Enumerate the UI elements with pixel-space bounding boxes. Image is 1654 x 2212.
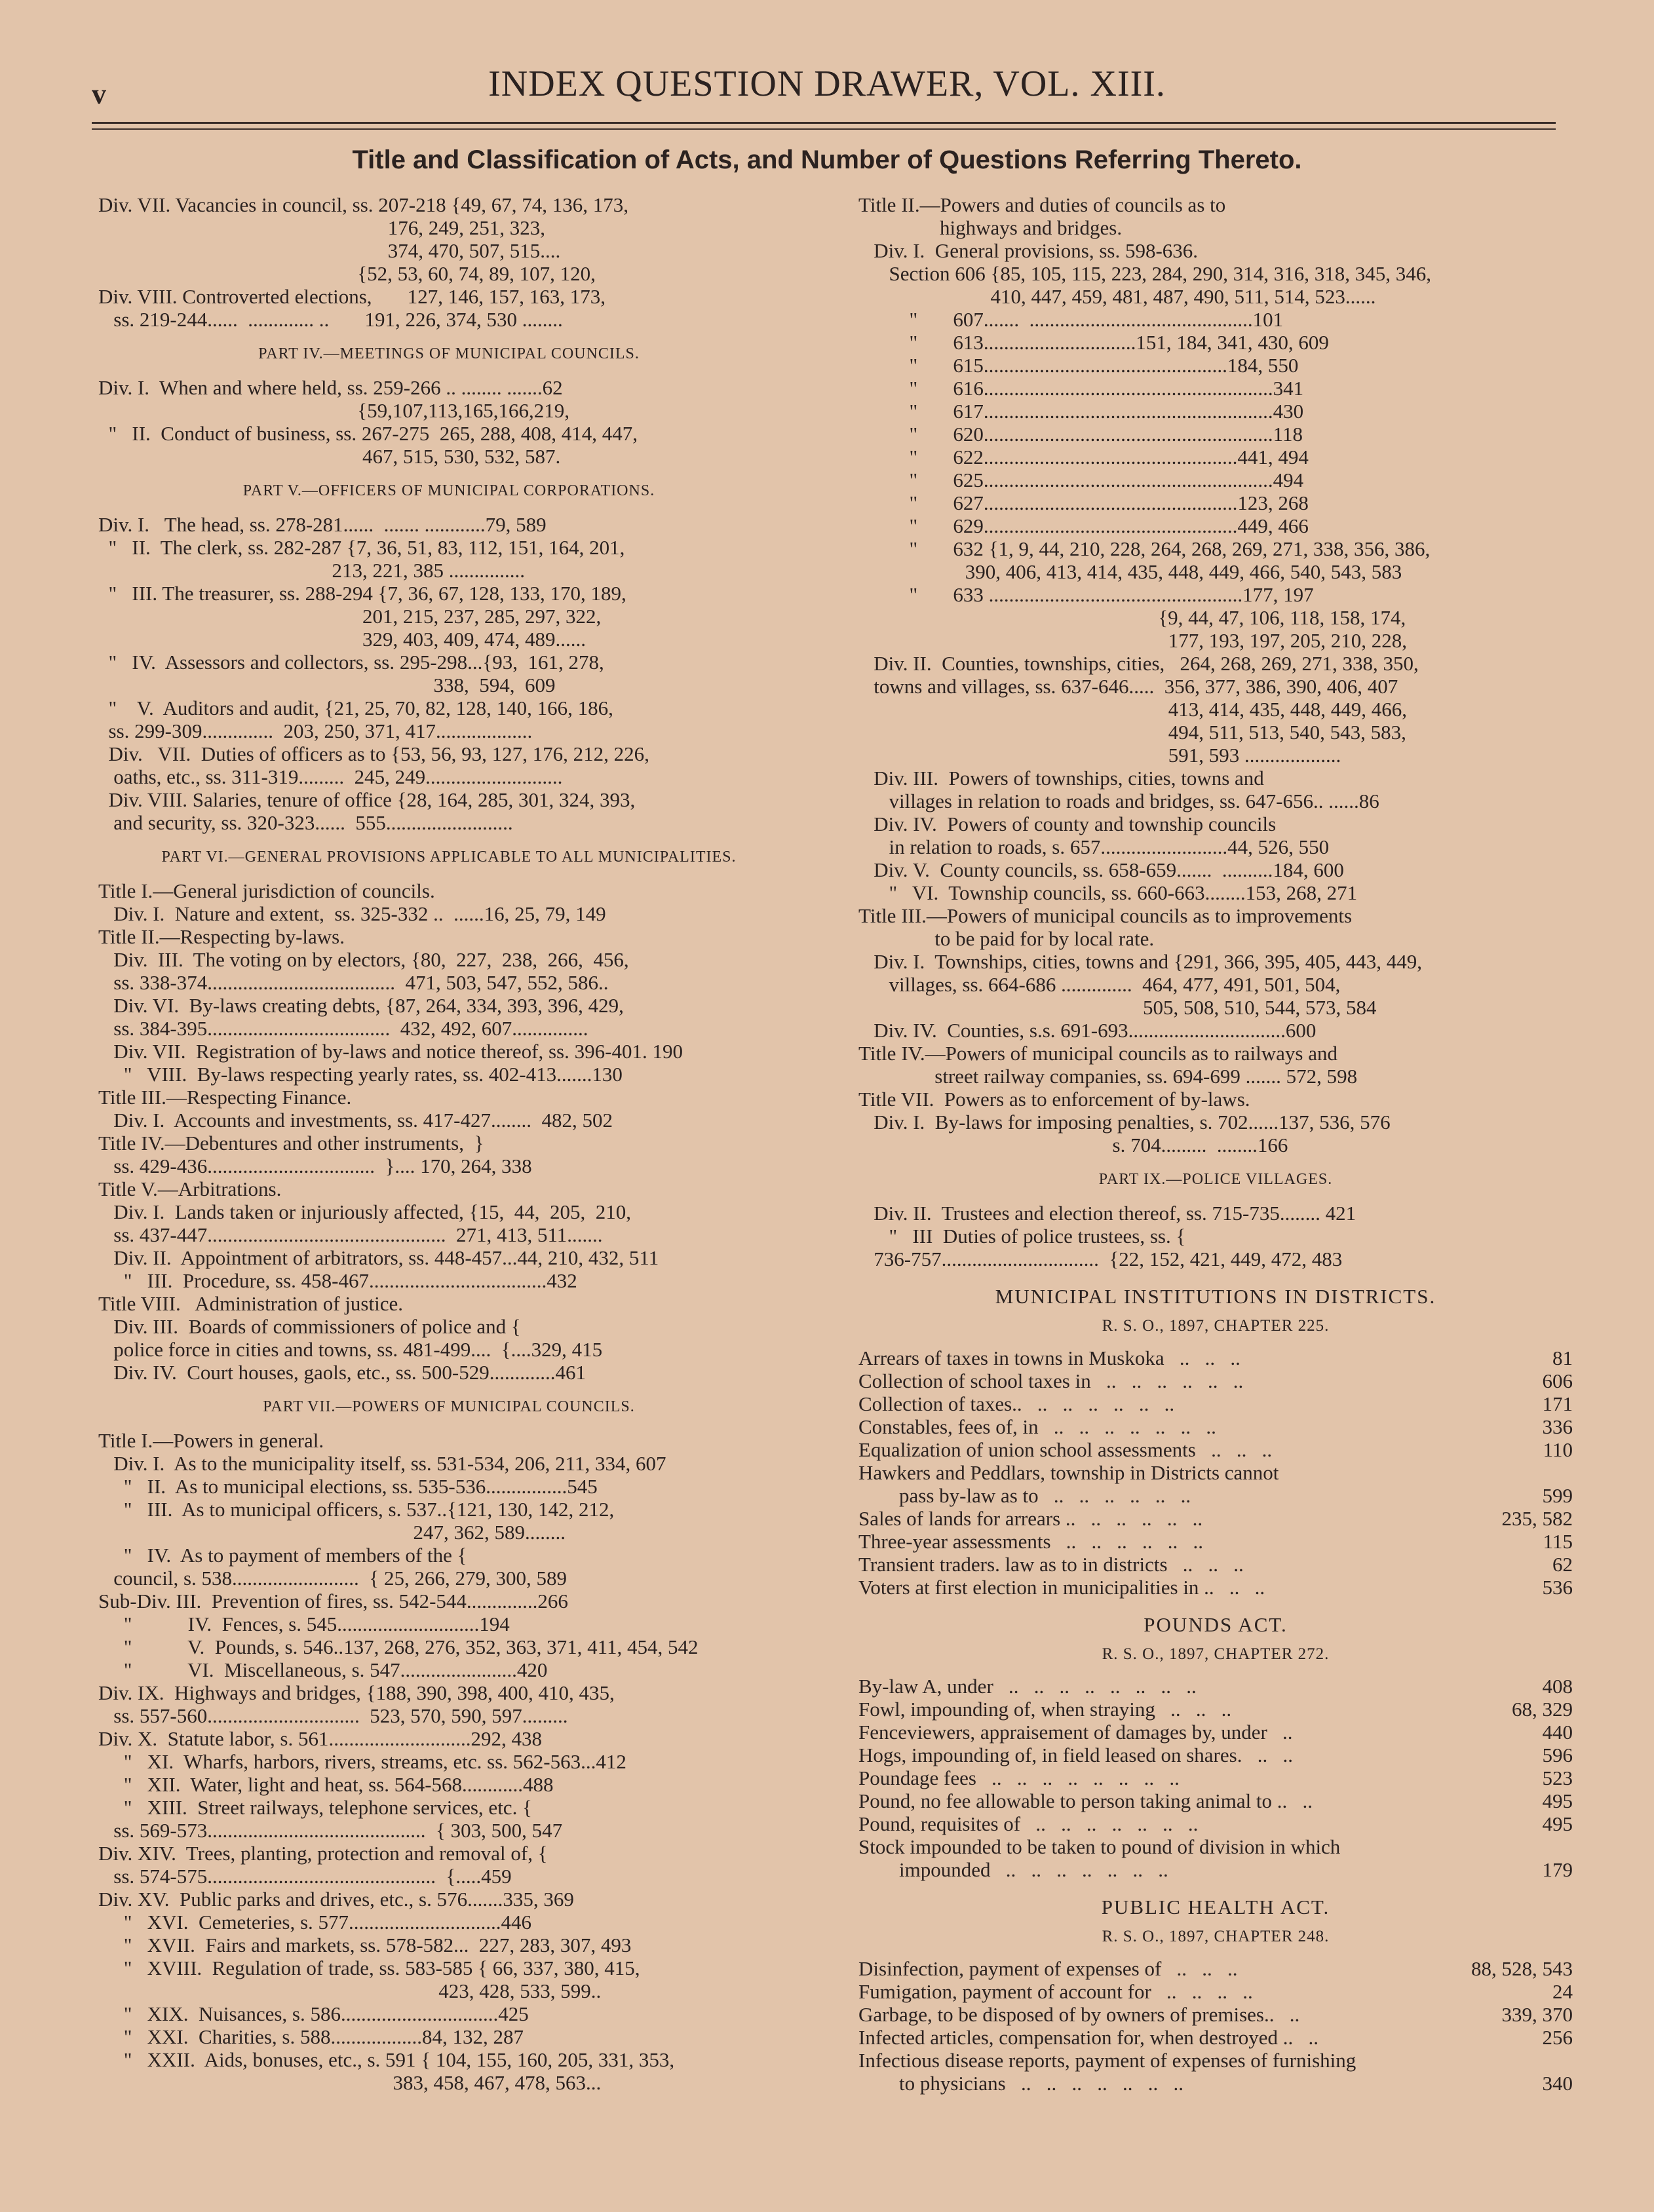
index-line: " 627..................................................123, 268 xyxy=(858,491,1309,514)
index-entry xyxy=(858,1812,1573,1835)
index-line: Div. X. Statute labor, s. 561............................292, 438 xyxy=(98,1727,542,1750)
index-line: Div. I. General provisions, ss. 598-636. xyxy=(858,239,1199,262)
index-line: " III. Procedure, ss. 458-467...................................432 xyxy=(98,1269,577,1292)
index-line: 410, 447, 459, 481, 487, 490, 511, 514, 523...... xyxy=(858,285,1376,308)
index-line: " IV. Fences, s. 545............................194 xyxy=(98,1612,510,1635)
index-line: 390, 406, 413, 414, 435, 448, 449, 466, 540, 543, 583 xyxy=(858,560,1402,583)
index-line: " 629..................................................449, 466 xyxy=(858,514,1309,537)
index-entry-text: Collection of taxes.. .. .. .. .. .. .. xyxy=(858,1392,1175,1415)
index-line: oaths, etc., ss. 311-319......... 245, 249........................... xyxy=(98,765,563,788)
index-line: and security, ss. 320-323...... 555......................... xyxy=(98,811,513,834)
index-line: 413, 414, 435, 448, 449, 466, xyxy=(858,698,1407,721)
index-line: Title III.—Powers of municipal councils as to improvements xyxy=(858,904,1353,927)
index-entry-text: By-law A, under .. .. .. .. .. .. .. .. xyxy=(858,1675,1197,1698)
index-line: 338, 594, 609 xyxy=(98,674,556,696)
section-heading: PART VI.—GENERAL PROVISIONS APPLICABLE TO ALL MUNICIPALITIES. xyxy=(161,849,737,866)
index-line: " XI. Wharfs, harbors, rivers, streams, etc. ss. 562-563...412 xyxy=(98,1750,626,1773)
index-line: " XIX. Nuisances, s. 586...............................425 xyxy=(98,2002,529,2025)
index-entry-pages: 235, 582 xyxy=(1501,1507,1573,1530)
index-entry-pages: 336 xyxy=(1542,1415,1573,1438)
index-entry-text: Fenceviewers, appraisement of damages by, under .. xyxy=(858,1721,1293,1744)
index-line: " 625.........................................................494 xyxy=(858,468,1304,491)
chapter-reference: R. S. O., 1897, CHAPTER 225. xyxy=(1102,1317,1330,1335)
index-line: highways and bridges. xyxy=(858,216,1123,239)
index-line: villages in relation to roads and bridges, ss. 647-656.. ......86 xyxy=(858,790,1379,812)
index-line: " 607....... ............................................101 xyxy=(858,308,1284,331)
index-line: " XXI. Charities, s. 588..................84, 132, 287 xyxy=(98,2025,524,2048)
index-line: police force in cities and towns, ss. 481-499.... {....329, 415 xyxy=(98,1338,603,1361)
index-entry-text: Fumigation, payment of account for .. .. .. .. xyxy=(858,1980,1253,2003)
index-entry-pages: 256 xyxy=(1542,2026,1573,2049)
index-entry-text: Hogs, impounding of, in field leased on shares. .. .. xyxy=(858,1744,1293,1766)
index-line: " 615................................................184, 550 xyxy=(858,354,1299,377)
index-line: Div. VIII. Salaries, tenure of office {28, 164, 285, 301, 324, 393, xyxy=(98,788,636,811)
index-line: " 616.........................................................341 xyxy=(858,377,1304,400)
index-entry-text: Arrears of taxes in towns in Muskoka .. .. .. xyxy=(858,1346,1240,1369)
index-line: Sub-Div. III. Prevention of fires, ss. 542-544..............266 xyxy=(98,1590,568,1612)
index-entry-text: Disinfection, payment of expenses of .. .. .. xyxy=(858,1957,1238,1980)
index-line: " III Duties of police trustees, ss. { xyxy=(858,1225,1186,1248)
index-line: ss. 219-244...... ............. .. 191, 226, 374, 530 ........ xyxy=(98,308,563,331)
index-entry-text: Pound, no fee allowable to person taking animal to .. .. xyxy=(858,1789,1313,1812)
index-line: Title VII. Powers as to enforcement of by-laws. xyxy=(858,1088,1250,1111)
index-line: Div. VII. Registration of by-laws and notice thereof, ss. 396-401. 190 xyxy=(98,1040,683,1063)
act-heading: PUBLIC HEALTH ACT. xyxy=(1101,1896,1330,1918)
index-entry-pages: 523 xyxy=(1542,1766,1573,1789)
section-heading: PART VII.—POWERS OF MUNICIPAL COUNCILS. xyxy=(263,1398,635,1415)
index-line: " VIII. By-laws respecting yearly rates, ss. 402-413.......130 xyxy=(98,1063,623,1086)
index-entry xyxy=(858,1698,1573,1721)
index-entry-pages: 606 xyxy=(1542,1369,1573,1392)
index-line: ss. 574-575............................................. {.....459 xyxy=(98,1865,512,1888)
index-line: ss. 569-573........................................... { 303, 500, 547 xyxy=(98,1819,563,1842)
index-entry-text: Voters at first election in municipalities in .. .. .. xyxy=(858,1576,1265,1599)
index-entry-text: to physicians .. .. .. .. .. .. .. xyxy=(858,2072,1183,2095)
index-line: " V. Pounds, s. 546..137, 268, 276, 352, 363, 371, 411, 454, 542 xyxy=(98,1635,699,1658)
index-line: ss. 299-309.............. 203, 250, 371, 417................... xyxy=(98,719,533,742)
index-line: " V. Auditors and audit, {21, 25, 70, 82, 128, 140, 166, 186, xyxy=(98,696,613,719)
index-line: ss. 384-395.................................... 432, 492, 607............... xyxy=(98,1017,588,1040)
index-entry-pages: 495 xyxy=(1542,1812,1573,1835)
index-line: Div. II. Appointment of arbitrators, ss. 448-457...44, 210, 432, 511 xyxy=(98,1246,659,1269)
index-line: Div. VI. By-laws creating debts, {87, 264, 334, 393, 396, 429, xyxy=(98,994,624,1017)
index-line: villages, ss. 664-686 .............. 464, 477, 491, 501, 504, xyxy=(858,973,1341,996)
index-entry xyxy=(858,1369,1573,1392)
index-line: {59,107,113,165,166,219, xyxy=(98,399,569,422)
index-entry-pages: 440 xyxy=(1542,1721,1573,1744)
index-entry-text: Infected articles, compensation for, when destroyed .. .. xyxy=(858,2026,1319,2049)
index-entry-pages: 110 xyxy=(1543,1438,1573,1461)
index-entry xyxy=(858,1346,1573,1369)
index-entry xyxy=(858,1957,1573,1980)
index-line: " XXII. Aids, bonuses, etc., s. 591 { 104, 155, 160, 205, 331, 353, xyxy=(98,2048,675,2071)
index-line: " VI. Township councils, ss. 660-663........153, 268, 271 xyxy=(858,881,1358,904)
index-line: 177, 193, 197, 205, 210, 228, xyxy=(858,629,1407,652)
index-line: Div. VII. Vacancies in council, ss. 207-218 {49, 67, 74, 136, 173, xyxy=(98,193,629,216)
index-entry xyxy=(858,1484,1573,1507)
index-line: Title V.—Arbitrations. xyxy=(98,1177,282,1200)
index-line: Div. IX. Highways and bridges, {188, 390, 398, 400, 410, 435, xyxy=(98,1681,615,1704)
index-line: " IV. Assessors and collectors, ss. 295-298...{93, 161, 278, xyxy=(98,651,604,674)
index-entry-pages: 599 xyxy=(1542,1484,1573,1507)
index-entry-text: Fowl, impounding of, when straying .. .. .. xyxy=(858,1698,1232,1721)
index-entry-pages: 179 xyxy=(1542,1858,1573,1881)
index-line: " 632 {1, 9, 44, 210, 228, 264, 268, 269, 271, 338, 356, 386, xyxy=(858,537,1431,560)
index-entry xyxy=(858,1392,1573,1415)
index-line: " 620.........................................................118 xyxy=(858,423,1303,446)
index-line: towns and villages, ss. 637-646..... 356, 377, 386, 390, 406, 407 xyxy=(858,675,1398,698)
index-line: " II. The clerk, ss. 282-287 {7, 36, 51, 83, 112, 151, 164, 201, xyxy=(98,536,625,559)
index-entry-pages: 340 xyxy=(1542,2072,1573,2095)
index-line: Title II.—Powers and duties of councils as to xyxy=(858,193,1226,216)
index-entry-text: Equalization of union school assessments .. .. .. xyxy=(858,1438,1273,1461)
page-subtitle: Title and Classification of Acts, and Number of Questions Referring Thereto. xyxy=(352,145,1302,174)
index-line: Div. IV. Court houses, gaols, etc., ss. 500-529.............461 xyxy=(98,1361,586,1384)
index-entry-pages: 408 xyxy=(1542,1675,1573,1698)
index-line: Title I.—General jurisdiction of councils. xyxy=(98,879,435,902)
index-line: 591, 593 ................... xyxy=(858,744,1341,767)
index-line: ss. 437-447............................................... 271, 413, 511....... xyxy=(98,1223,603,1246)
index-entry-pages: 171 xyxy=(1542,1392,1573,1415)
index-line: Title VIII. Administration of justice. xyxy=(98,1292,403,1315)
index-line: Title IV.—Powers of municipal councils as to railways and xyxy=(858,1042,1337,1065)
index-line: Title III.—Respecting Finance. xyxy=(98,1086,352,1109)
index-line: Div. III. Powers of townships, cities, towns and xyxy=(858,767,1264,790)
index-entry-text: Three-year assessments .. .. .. .. .. .. xyxy=(858,1530,1204,1553)
index-entry-pages: 81 xyxy=(1552,1346,1573,1369)
index-line: Div. I. As to the municipality itself, ss. 531-534, 206, 211, 334, 607 xyxy=(98,1452,666,1475)
index-entry-text: Transient traders. law as to in districts .. .. .. xyxy=(858,1553,1244,1576)
index-line: " XII. Water, light and heat, ss. 564-568............488 xyxy=(98,1773,554,1796)
index-line: Div. III. Boards of commissioners of police and { xyxy=(98,1315,521,1338)
index-line: " XVIII. Regulation of trade, ss. 583-585 { 66, 337, 380, 415, xyxy=(98,1956,640,1979)
index-line: " IV. As to payment of members of the { xyxy=(98,1544,467,1567)
index-entry xyxy=(858,1858,1573,1881)
index-line: Div. IV. Counties, s.s. 691-693...............................600 xyxy=(858,1019,1317,1042)
index-line: Infectious disease reports, payment of expenses of furnishing xyxy=(858,2049,1356,2072)
index-entry-pages: 68, 329 xyxy=(1512,1698,1573,1721)
index-entry-text: impounded .. .. .. .. .. .. .. xyxy=(858,1858,1168,1881)
index-line: Title II.—Respecting by-laws. xyxy=(98,925,345,948)
act-heading: MUNICIPAL INSTITUTIONS IN DISTRICTS. xyxy=(995,1285,1436,1308)
index-line: ss. 338-374..................................... 471, 503, 547, 552, 586.. xyxy=(98,971,609,994)
index-entry xyxy=(858,1721,1573,1744)
index-entry xyxy=(858,1744,1573,1766)
index-entry xyxy=(858,2003,1573,2026)
index-entry-pages: 536 xyxy=(1542,1576,1573,1599)
index-entry xyxy=(858,1675,1573,1698)
index-entry-pages: 339, 370 xyxy=(1501,2003,1573,2026)
index-line: in relation to roads, s. 657.........................44, 526, 550 xyxy=(858,835,1330,858)
index-entry xyxy=(858,1553,1573,1576)
left-column xyxy=(98,193,799,2094)
index-line: 176, 249, 251, 323, xyxy=(98,216,545,239)
index-line: " XVI. Cemeteries, s. 577..............................446 xyxy=(98,1911,532,1934)
index-line: {9, 44, 47, 106, 118, 158, 174, xyxy=(858,606,1406,629)
index-line: 374, 470, 507, 515.... xyxy=(98,239,561,262)
index-line: 213, 221, 385 ............... xyxy=(98,559,525,582)
index-entry-pages: 596 xyxy=(1542,1744,1573,1766)
index-line: " XIII. Street railways, telephone services, etc. { xyxy=(98,1796,532,1819)
index-entry xyxy=(858,2026,1573,2049)
section-heading: PART V.—OFFICERS OF MUNICIPAL CORPORATIONS. xyxy=(242,482,655,499)
section-heading: PART IX.—POLICE VILLAGES. xyxy=(1098,1171,1333,1188)
index-entry-pages: 495 xyxy=(1542,1789,1573,1812)
act-heading: POUNDS ACT. xyxy=(1144,1613,1288,1636)
index-line: " VI. Miscellaneous, s. 547.......................420 xyxy=(98,1658,548,1681)
index-line: 423, 428, 533, 599.. xyxy=(98,1979,602,2002)
chapter-reference: R. S. O., 1897, CHAPTER 248. xyxy=(1102,1928,1330,1945)
index-line: 736-757............................... {22, 152, 421, 449, 472, 483 xyxy=(858,1248,1343,1270)
index-line: Div. V. County councils, ss. 658-659....... ..........184, 600 xyxy=(858,858,1344,881)
index-line: ss. 557-560.............................. 523, 570, 590, 597......... xyxy=(98,1704,568,1727)
index-line: Div. I. Accounts and investments, ss. 417-427........ 482, 502 xyxy=(98,1109,613,1132)
index-line: " II. Conduct of business, ss. 267-275 265, 288, 408, 414, 447, xyxy=(98,422,638,445)
index-line: Div. II. Counties, townships, cities, 264, 268, 269, 271, 338, 350, xyxy=(858,652,1419,675)
index-line: Div. XV. Public parks and drives, etc., s. 576.......335, 369 xyxy=(98,1888,574,1911)
index-line: ss. 429-436................................. }.... 170, 264, 338 xyxy=(98,1154,532,1177)
index-entry-pages: 115 xyxy=(1543,1530,1573,1553)
index-line: 383, 458, 467, 478, 563... xyxy=(98,2071,602,2094)
index-line: 247, 362, 589........ xyxy=(98,1521,566,1544)
page-title: INDEX QUESTION DRAWER, VOL. XIII. xyxy=(488,64,1166,104)
index-line: Section 606 {85, 105, 115, 223, 284, 290, 314, 316, 318, 345, 346, xyxy=(858,262,1431,285)
section-heading: PART IV.—MEETINGS OF MUNICIPAL COUNCILS. xyxy=(258,345,640,362)
index-entry-text: Sales of lands for arrears .. .. .. .. .. .. xyxy=(858,1507,1203,1530)
index-line: " III. As to municipal officers, s. 537..{121, 130, 142, 212, xyxy=(98,1498,615,1521)
index-line: " XVII. Fairs and markets, ss. 578-582... 227, 283, 307, 493 xyxy=(98,1934,632,1956)
index-line: Stock impounded to be taken to pound of division in which xyxy=(858,1835,1341,1858)
index-line: street railway companies, ss. 694-699 ....... 572, 598 xyxy=(858,1065,1358,1088)
page-number: v xyxy=(92,78,106,110)
index-line: " 633 ..................................................177, 197 xyxy=(858,583,1314,606)
index-entry xyxy=(858,1415,1573,1438)
index-line: to be paid for by local rate. xyxy=(858,927,1155,950)
index-entry-text: Garbage, to be disposed of by owners of premises.. .. xyxy=(858,2003,1300,2026)
header-rule xyxy=(92,122,1556,124)
index-entry xyxy=(858,2072,1573,2095)
index-line: Div. XIV. Trees, planting, protection and removal of, { xyxy=(98,1842,548,1865)
index-entry xyxy=(858,1507,1573,1530)
index-entry-pages: 88, 528, 543 xyxy=(1471,1957,1573,1980)
index-entry-text: Pound, requisites of .. .. .. .. .. .. .. xyxy=(858,1812,1199,1835)
index-line: " III. The treasurer, ss. 288-294 {7, 36, 67, 128, 133, 170, 189, xyxy=(98,582,626,605)
index-line: Div. VII. Duties of officers as to {53, 56, 93, 127, 176, 212, 226, xyxy=(98,742,649,765)
index-line: council, s. 538......................... { 25, 266, 279, 300, 589 xyxy=(98,1567,567,1590)
index-entry-pages: 62 xyxy=(1552,1553,1573,1576)
index-entry xyxy=(858,1438,1573,1461)
index-line: " 622..................................................441, 494 xyxy=(858,446,1309,468)
index-line: Div. IV. Powers of county and township councils xyxy=(858,812,1277,835)
index-line: 329, 403, 409, 474, 489...... xyxy=(98,628,586,651)
index-line: {52, 53, 60, 74, 89, 107, 120, xyxy=(98,262,596,285)
index-line: " II. As to municipal elections, ss. 535-536................545 xyxy=(98,1475,598,1498)
index-entry xyxy=(858,1980,1573,2003)
index-entry-text: Collection of school taxes in .. .. .. .. .. .. xyxy=(858,1369,1244,1392)
index-line: 505, 508, 510, 544, 573, 584 xyxy=(858,996,1377,1019)
index-line: Div. VIII. Controverted elections, 127, 146, 157, 163, 173, xyxy=(98,285,606,308)
index-entry xyxy=(858,1530,1573,1553)
index-entry-text: Poundage fees .. .. .. .. .. .. .. .. xyxy=(858,1766,1180,1789)
index-line: 467, 515, 530, 532, 587. xyxy=(98,445,561,468)
right-column xyxy=(858,193,1573,2095)
index-line: Div. III. The voting on by electors, {80, 227, 238, 266, 456, xyxy=(98,948,629,971)
index-line: " 617.........................................................430 xyxy=(858,400,1304,423)
index-entry-text: Constables, fees of, in .. .. .. .. .. .. .. xyxy=(858,1415,1216,1438)
index-line: Div. I. By-laws for imposing penalties, s. 702......137, 536, 576 xyxy=(858,1111,1391,1134)
index-line: Div. II. Trustees and election thereof, ss. 715-735........ 421 xyxy=(858,1202,1356,1225)
index-line: 494, 511, 513, 540, 543, 583, xyxy=(858,721,1406,744)
index-line: Div. I. Lands taken or injuriously affected, {15, 44, 205, 210, xyxy=(98,1200,631,1223)
index-line: Hawkers and Peddlars, township in Districts cannot xyxy=(858,1461,1279,1484)
index-line: Div. I. Townships, cities, towns and {291, 366, 395, 405, 443, 449, xyxy=(858,950,1423,973)
index-entry-text: pass by-law as to .. .. .. .. .. .. xyxy=(858,1484,1191,1507)
index-entry xyxy=(858,1576,1573,1599)
index-line: Div. I. Nature and extent, ss. 325-332 .. ......16, 25, 79, 149 xyxy=(98,902,606,925)
index-line: " 613..............................151, 184, 341, 430, 609 xyxy=(858,331,1329,354)
index-line: 201, 215, 237, 285, 297, 322, xyxy=(98,605,602,628)
index-line: Title IV.—Debentures and other instruments, } xyxy=(98,1132,484,1154)
index-entry xyxy=(858,1789,1573,1812)
index-line: Div. I. When and where held, ss. 259-266 .. ........ .......62 xyxy=(98,376,563,399)
index-line: Title I.—Powers in general. xyxy=(98,1429,324,1452)
index-line: Div. I. The head, ss. 278-281...... ....... ............79, 589 xyxy=(98,513,547,536)
index-entry-pages: 24 xyxy=(1552,1980,1573,2003)
index-entry xyxy=(858,1766,1573,1789)
index-line: s. 704......... ........166 xyxy=(858,1134,1288,1156)
chapter-reference: R. S. O., 1897, CHAPTER 272. xyxy=(1102,1645,1330,1663)
header-rule-thin xyxy=(92,128,1556,130)
